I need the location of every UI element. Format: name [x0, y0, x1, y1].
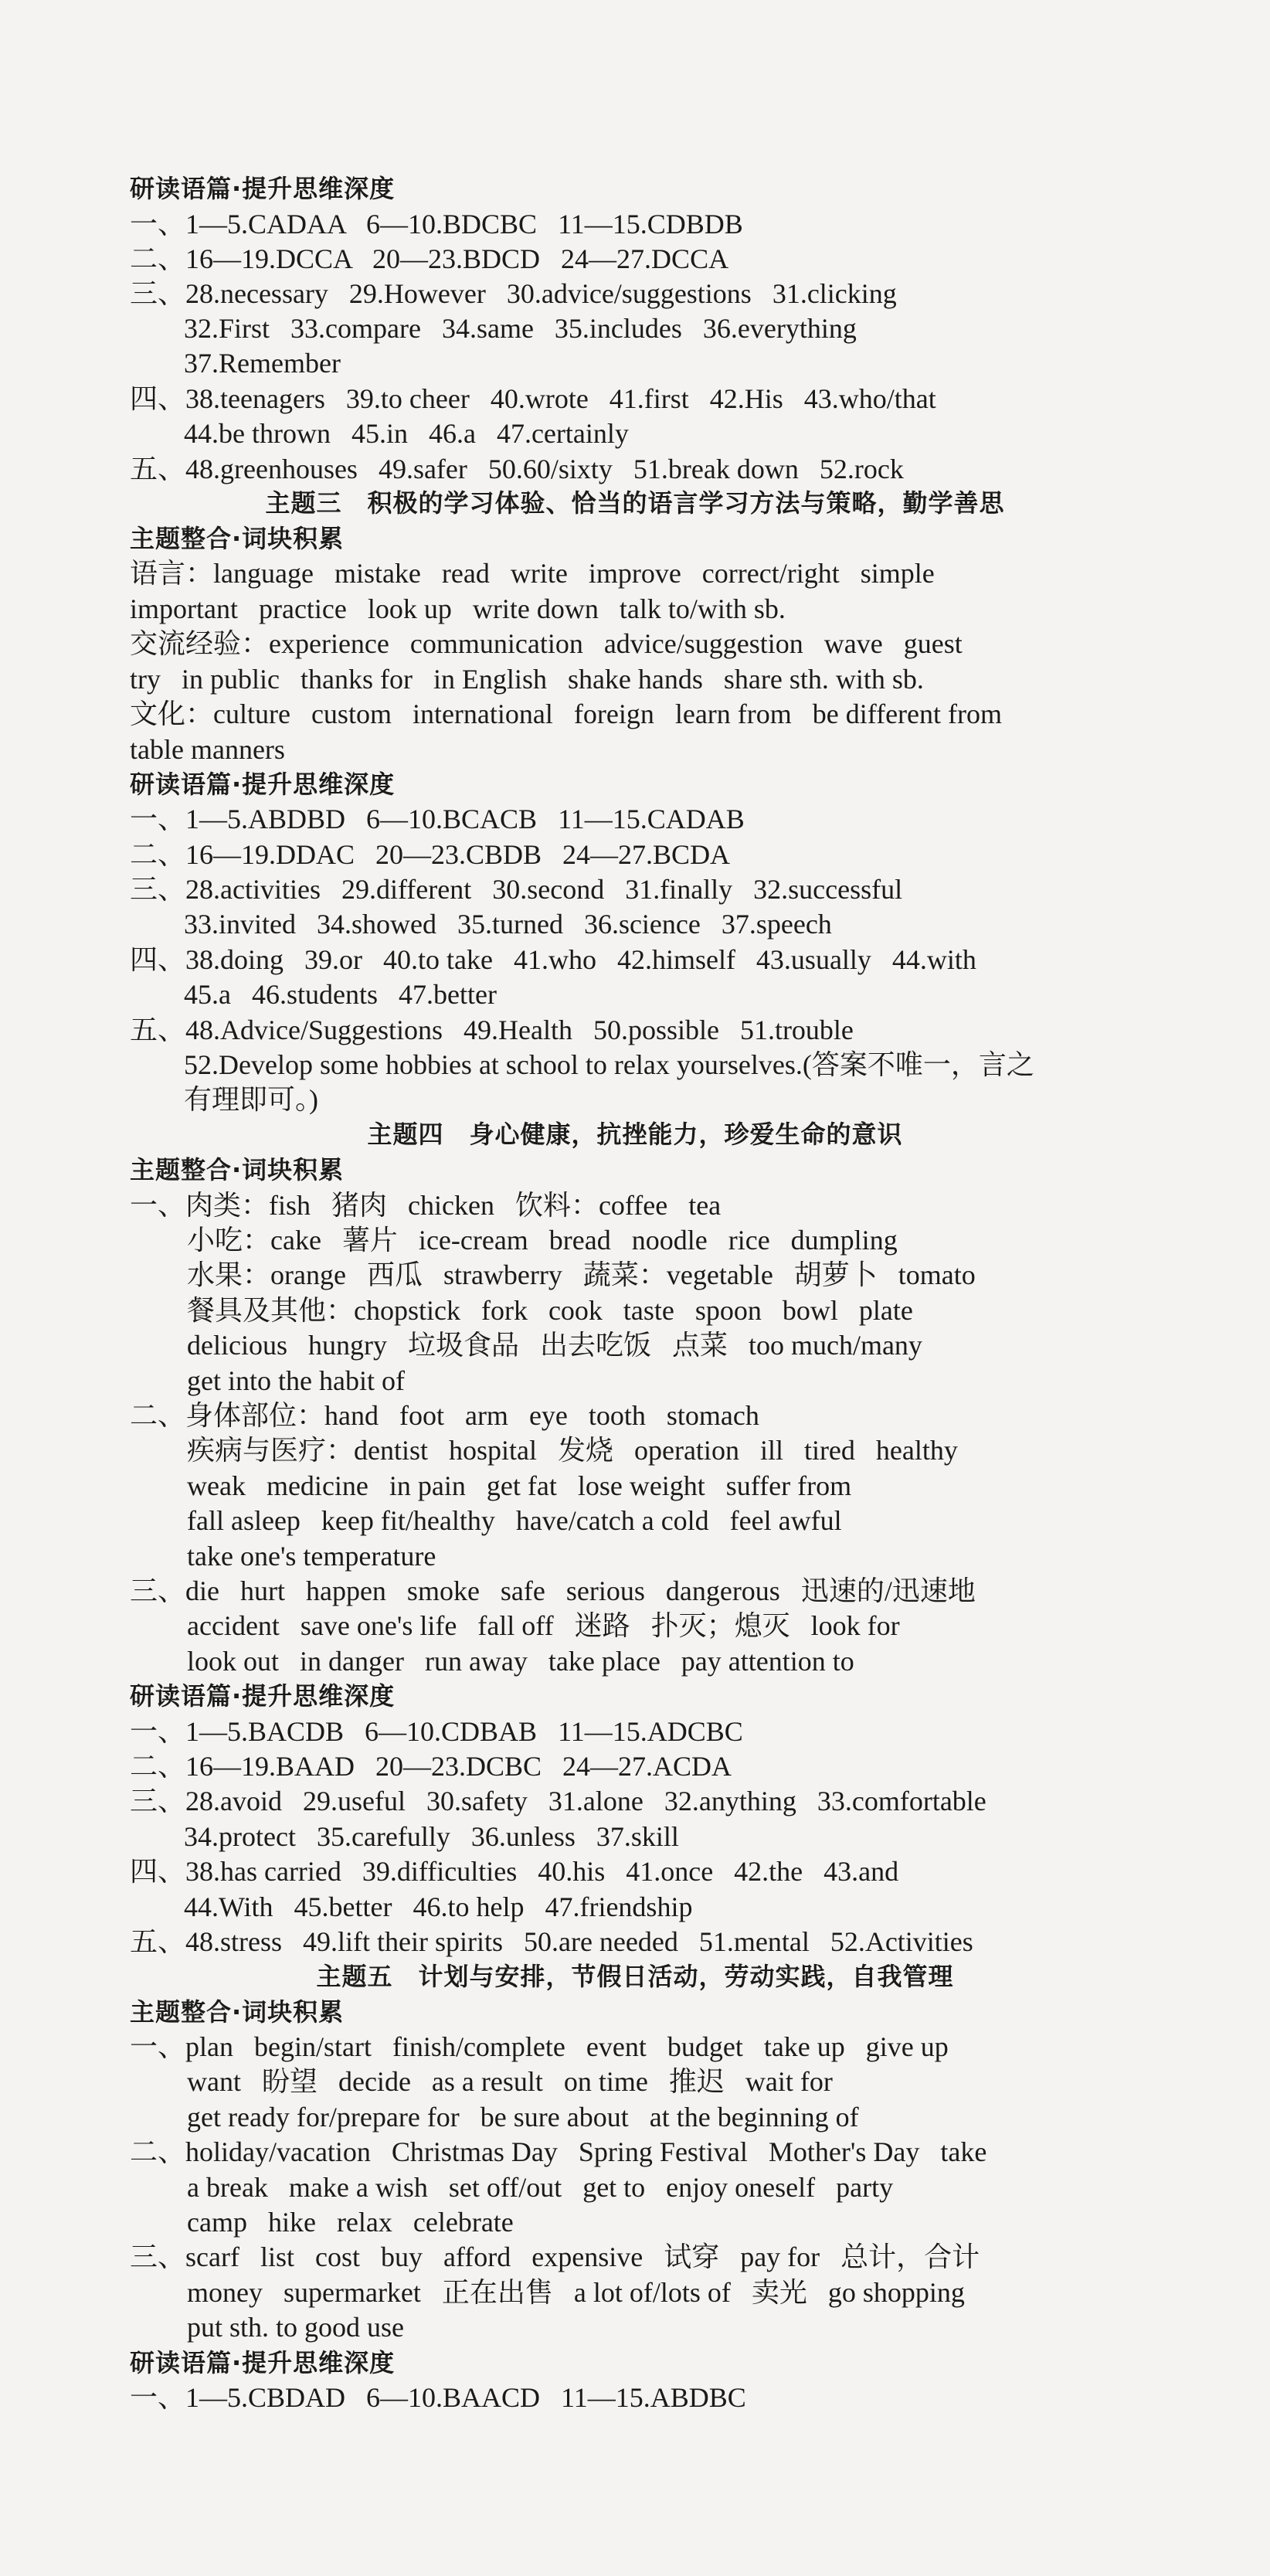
answer-line: 33.invited 34.showed 35.turned 36.science 37.speech: [184, 909, 832, 940]
answer-line: 一、1—5.ABDBD 6—10.BCACB 11—15.CADAB: [130, 804, 745, 834]
answer-line: 餐具及其他：chopstick fork cook taste spoon bowl plate: [187, 1295, 913, 1326]
section-heading: 主题五 计划与安排，节假日活动，劳动实践，自我管理: [316, 1962, 954, 1991]
answer-line: 45.a 46.students 47.better: [184, 979, 497, 1010]
answer-line: 有理即可。): [184, 1084, 318, 1115]
answer-line: 二、身体部位：hand foot arm eye tooth stomach: [130, 1400, 759, 1431]
answer-line: try in public thanks for in English shake hands share sth. with sb.: [130, 664, 924, 695]
answer-line: 水果：orange 西瓜 strawberry 蔬菜：vegetable 胡萝卜 tomato: [187, 1259, 976, 1290]
answer-line: 二、16—19.BAAD 20—23.DCBC 24—27.ACDA: [130, 1751, 732, 1782]
answer-line: get into the habit of: [187, 1365, 405, 1396]
answer-line: 一、1—5.CBDAD 6—10.BAACD 11—15.ABDBC: [130, 2382, 746, 2413]
section-heading: 研读语篇·提升思维深度: [130, 2348, 396, 2377]
answer-line: a break make a wish set off/out get to enjoy oneself party: [187, 2172, 894, 2203]
answer-line: 二、16—19.DCCA 20—23.BDCD 24—27.DCCA: [130, 243, 729, 274]
answer-line: table manners: [130, 734, 285, 765]
answer-line: 三、scarf list cost buy afford expensive 试穿 pay for 总计，合计: [130, 2241, 980, 2272]
answer-line: 交流经验：experience communication advice/suggestion wave guest: [130, 628, 963, 659]
answer-line: money supermarket 正在出售 a lot of/lots of 卖光 go shopping: [187, 2277, 965, 2308]
answer-line: 一、1—5.BACDB 6—10.CDBAB 11—15.ADCBC: [130, 1716, 743, 1747]
section-heading: 主题整合·词块积累: [130, 1997, 345, 2027]
answer-line: put sth. to good use: [187, 2312, 405, 2343]
section-heading: 研读语篇·提升思维深度: [130, 1681, 396, 1711]
answer-line: 三、28.avoid 29.useful 30.safety 31.alone 32.anything 33.comfortable: [130, 1786, 986, 1816]
answer-line: 三、die hurt happen smoke safe serious dangerous 迅速的/迅速地: [130, 1575, 976, 1606]
answer-line: 44.be thrown 45.in 46.a 47.certainly: [184, 418, 629, 449]
answer-line: get ready for/prepare for be sure about at the beginning of: [187, 2102, 859, 2133]
answer-line: fall asleep keep fit/healthy have/catch a cold feel awful: [187, 1505, 842, 1536]
section-heading: 研读语篇·提升思维深度: [130, 770, 396, 799]
answer-line: 文化：culture custom international foreign learn from be different from: [130, 698, 1002, 729]
answer-line: delicious hungry 垃圾食品 出去吃饭 点菜 too much/many: [187, 1330, 922, 1361]
answer-line: 一、肉类：fish 猪肉 chicken 饮料：coffee tea: [130, 1190, 722, 1221]
answer-line: 34.protect 35.carefully 36.unless 37.skill: [184, 1821, 679, 1852]
answer-line: 四、38.has carried 39.difficulties 40.his 41.once 42.the 43.and: [130, 1856, 899, 1887]
answer-line: look out in danger run away take place pay attention to: [187, 1646, 854, 1677]
answer-line: 四、38.teenagers 39.to cheer 40.wrote 41.first 42.His 43.who/that: [130, 383, 936, 414]
answer-line: take one's temperature: [187, 1541, 436, 1572]
answer-line: accident save one's life fall off 迷路 扑灭；熄灭 look for: [187, 1610, 900, 1641]
answer-line: important practice look up write down talk to/with sb.: [130, 593, 786, 624]
section-heading: 主题整合·词块积累: [130, 524, 345, 553]
answer-line: 三、28.necessary 29.However 30.advice/suggestions 31.clicking: [130, 278, 897, 309]
answer-line: weak medicine in pain get fat lose weight suffer from: [187, 1470, 852, 1501]
answer-line: 三、28.activities 29.different 30.second 31.finally 32.successful: [130, 874, 903, 905]
section-heading: 研读语篇·提升思维深度: [130, 174, 396, 203]
answer-line: 二、16—19.DDAC 20—23.CBDB 24—27.BCDA: [130, 839, 731, 870]
answer-line: 语言：language mistake read write improve correct/right simple: [130, 558, 935, 589]
answer-line: 32.First 33.compare 34.same 35.includes 36.everything: [184, 313, 857, 344]
answer-line: 52.Develop some hobbies at school to relax yourselves.(答案不唯一，言之: [184, 1049, 1034, 1080]
answer-line: 44.With 45.better 46.to help 47.friendship: [184, 1891, 693, 1922]
section-heading: 主题三 积极的学习体验、恰当的语言学习方法与策略，勤学善思: [265, 488, 1005, 518]
answer-line: want 盼望 decide as a result on time 推迟 wait for: [187, 2066, 833, 2097]
answer-line: 一、1—5.CADAA 6—10.BDCBC 11—15.CDBDB: [130, 209, 743, 240]
answer-line: 五、48.greenhouses 49.safer 50.60/sixty 51.break down 52.rock: [130, 454, 904, 484]
answer-line: 四、38.doing 39.or 40.to take 41.who 42.himself 43.usually 44.with: [130, 944, 976, 975]
answer-line: 疾病与医疗：dentist hospital 发烧 operation ill tired healthy: [187, 1435, 958, 1466]
answer-line: 一、plan begin/start finish/complete event budget take up give up: [130, 2031, 949, 2062]
answer-line: camp hike relax celebrate: [187, 2207, 514, 2238]
answer-line: 37.Remember: [184, 348, 341, 379]
section-heading: 主题整合·词块积累: [130, 1155, 345, 1184]
answer-line: 小吃：cake 薯片 ice-cream bread noodle rice dumpling: [187, 1225, 898, 1256]
section-heading: 主题四 身心健康，抗挫能力，珍爱生命的意识: [367, 1120, 903, 1149]
answer-line: 五、48.Advice/Suggestions 49.Health 50.possible 51.trouble: [130, 1014, 854, 1045]
answer-line: 五、48.stress 49.lift their spirits 50.are needed 51.mental 52.Activities: [130, 1926, 973, 1957]
answer-line: 二、holiday/vacation Christmas Day Spring Festival Mother's Day take: [130, 2136, 987, 2167]
